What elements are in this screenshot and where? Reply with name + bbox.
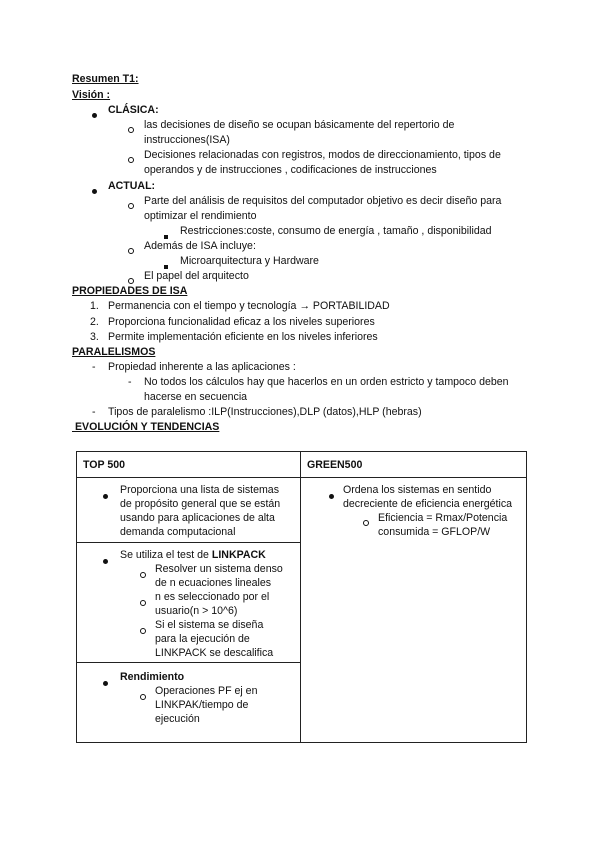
table-header-cell [77, 452, 301, 478]
actual-item-1-line-2: optimizar el rendimiento [144, 210, 257, 222]
bullet-circle-icon [140, 596, 146, 611]
dash-bullet: - [92, 406, 96, 418]
document-title: Resumen T1: [72, 73, 139, 85]
green500-sub-line-1: Eficiencia = Rmax/Potencia [378, 512, 508, 524]
vision-heading: Visión : [72, 89, 111, 101]
linkpack-line [120, 548, 266, 563]
linkpack-intro: Se utiliza el test de [120, 549, 212, 561]
propiedades-num-1: 1. [90, 300, 99, 312]
clasica-label: CLÁSICA: [108, 104, 159, 116]
actual-item-1-sub: Restricciones:coste, consumo de energía , tamaño , disponibilidad [180, 225, 492, 237]
green500-desc-line-2: decreciente de eficiencia energética [343, 498, 513, 510]
table-cell [77, 663, 301, 743]
paralelismos-item-1-sub-line-2: hacerse en secuencia [144, 391, 248, 403]
linkpack-sub-2-line-2: usuario(n > 10^6) [155, 605, 238, 617]
top500-desc-line-1: Proporciona una lista de sistemas [120, 484, 279, 496]
linkpack-sub-3-line-3: LINKPACK se descalifica [155, 647, 274, 659]
clasica-item-1-line-1: las decisiones de diseño se ocupan básicamente del repertorio de [144, 119, 455, 131]
table-row [77, 478, 527, 543]
bullet-dot-icon [92, 184, 97, 199]
bullet-dot-icon [92, 108, 97, 123]
propiedades-item-3: Permite implementación eficiente en los niveles inferiores [108, 331, 378, 343]
table-cell [77, 543, 301, 663]
bullet-circle-icon [128, 199, 134, 214]
paralelismos-heading: PARALELISMOS [72, 346, 156, 358]
green500-desc-line-1: Ordena los sistemas en sentido [343, 484, 492, 496]
dash-bullet: - [128, 376, 132, 388]
bullet-circle-icon [128, 123, 134, 138]
propiedades-num-3: 3. [90, 331, 99, 343]
propiedades-num-2: 2. [90, 316, 99, 328]
bullet-dot-icon [103, 676, 108, 691]
green500-header: GREEN500 [307, 459, 363, 471]
propiedades-item-1: Permanencia con el tiempo y tecnología → PORTABILIDAD [108, 300, 390, 312]
linkpack-sub-3-line-1: Si el sistema se diseña [155, 619, 264, 631]
linkpack-name: LINKPACK [211, 549, 266, 561]
dash-bullet: - [92, 361, 96, 373]
actual-item-2: Además de ISA incluye: [144, 240, 256, 252]
linkpack-sub-1-line-1: Resolver un sistema denso [155, 563, 283, 575]
bullet-dot-icon [103, 489, 108, 504]
bullet-dot-icon [329, 489, 334, 504]
rendimiento-title: Rendimiento [120, 671, 185, 683]
actual-label: ACTUAL: [108, 180, 156, 192]
paralelismos-item-1: Propiedad inherente a las aplicaciones : [108, 361, 296, 373]
table-header-row [77, 452, 527, 478]
comparison-table [76, 451, 527, 743]
evolucion-heading: EVOLUCIÓN Y TENDENCIAS [72, 421, 220, 433]
bullet-dot-icon [103, 554, 108, 569]
actual-item-3: El papel del arquitecto [144, 270, 249, 282]
bullet-circle-icon [140, 624, 146, 639]
bullet-circle-icon [128, 153, 134, 168]
bullet-circle-icon [128, 244, 134, 259]
top500-desc-line-4: demanda computacional [120, 526, 236, 538]
top500-desc-line-3: usando para aplicaciones de alta [120, 512, 275, 524]
linkpack-sub-1-line-2: de n ecuaciones lineales [155, 577, 272, 589]
clasica-item-1-line-2: instrucciones(ISA) [144, 134, 230, 146]
clasica-item-2-line-2: operandos y de instrucciones , codificaciones de instrucciones [144, 164, 437, 176]
clasica-item-2-line-1: Decisiones relacionadas con registros, modos de direccionamiento, tipos de [144, 149, 501, 161]
table-cell [301, 478, 527, 743]
propiedades-item-2: Proporciona funcionalidad eficaz a los niveles superiores [108, 316, 375, 328]
linkpack-sub-2-line-1: n es seleccionado por el [155, 591, 270, 603]
table-header-cell [301, 452, 527, 478]
propiedades-heading: PROPIEDADES DE ISA [72, 285, 188, 297]
top500-header: TOP 500 [83, 459, 126, 471]
bullet-circle-icon [140, 568, 146, 583]
top500-desc-line-2: de propósito general que se están [120, 498, 281, 510]
rendimiento-sub-line-3: ejecución [155, 713, 200, 725]
table-cell [77, 478, 301, 543]
actual-item-2-sub: Microarquitectura y Hardware [180, 255, 319, 267]
green500-sub-line-2: consumida = GFLOP/W [378, 526, 491, 538]
paralelismos-item-2: Tipos de paralelismo :ILP(Instrucciones),DLP (datos),HLP (hebras) [108, 406, 422, 418]
paralelismos-item-1-sub-line-1: No todos los cálculos hay que hacerlos en un orden estricto y tampoco deben [144, 376, 509, 388]
bullet-circle-icon [140, 690, 146, 705]
bullet-circle-icon [363, 516, 369, 531]
linkpack-sub-3-line-2: para la ejecución de [155, 633, 250, 645]
rendimiento-sub-line-1: Operaciones PF ej en [155, 685, 258, 697]
rendimiento-sub-line-2: LINKPAK/tiempo de [155, 699, 249, 711]
actual-item-1-line-1: Parte del análisis de requisitos del computador objetivo es decir diseño para [144, 195, 502, 207]
